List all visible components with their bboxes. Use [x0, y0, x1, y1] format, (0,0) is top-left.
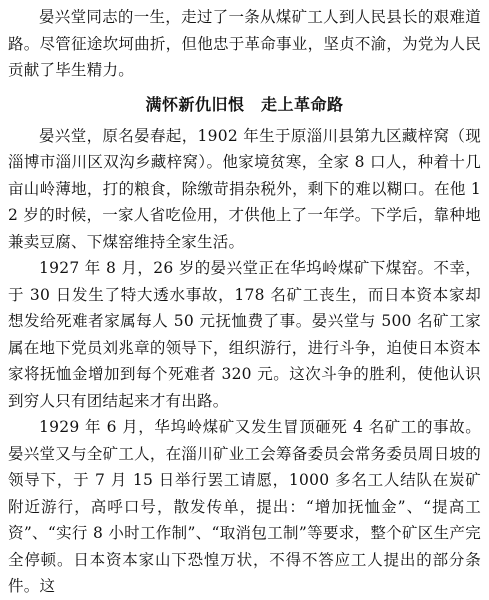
body-paragraph-1: 晏兴堂，原名晏春起，1902 年生于原淄川县第九区藏梓窝（现淄博市淄川区双沟乡藏梓窝）。他家境贫寒，全家 8 口人，种着十几亩山岭薄地，打的粮食，除缴苛捐杂税外，剩下的难以糊口。在他 12 岁的时候，一家人省吃俭用，才供他上了一年学。下学后，靠种地兼卖豆腐、下煤窑维持全家生活。: [8, 126, 481, 251]
section-heading: 满怀新仇旧恨 走上革命路: [145, 94, 344, 114]
intro-paragraph: 晏兴堂同志的一生，走过了一条从煤矿工人到人民县长的艰难道路。尽管征途坎坷曲折，但他忠于革命事业，坚贞不渝，为党为人民贡献了毕生精力。: [8, 8, 481, 79]
body-paragraph-2: 1927 年 8 月，26 岁的晏兴堂正在华坞岭煤矿下煤窑。不幸，于 30 日发生了特大透水事故，178 名矿工丧生，而日本资本家却想发给死难者家属每人 50 元抚恤费了事。晏兴堂与 500 名矿工家属在地下党员刘兆章的领导下，组织游行，进行斗争，迫使日本资本家将抚恤金增加到每个死难者 320 元。这次斗争的胜利，使他认识到穷人只有团结起来才有出路。: [8, 259, 481, 410]
body-paragraph-3: 1929 年 6 月，华坞岭煤矿又发生冒顶砸死 4 名矿工的事故。晏兴堂又与全矿工人，在淄川矿业工会筹备委员会常务委员周日坡的领导下，于 7 月 15 日举行罢工请愿，1000 多名工人结队在炭矿附近游行，高呼口号，散发传单，提出：“增加抚恤金”、“提高工资”、“实行 8 小时工作制”、“取消包工制”等要求，整个矿区生产完全停顿。日本资本家山下恐惶万状，不得不答应工人提出的部分条件。这: [8, 418, 481, 595]
